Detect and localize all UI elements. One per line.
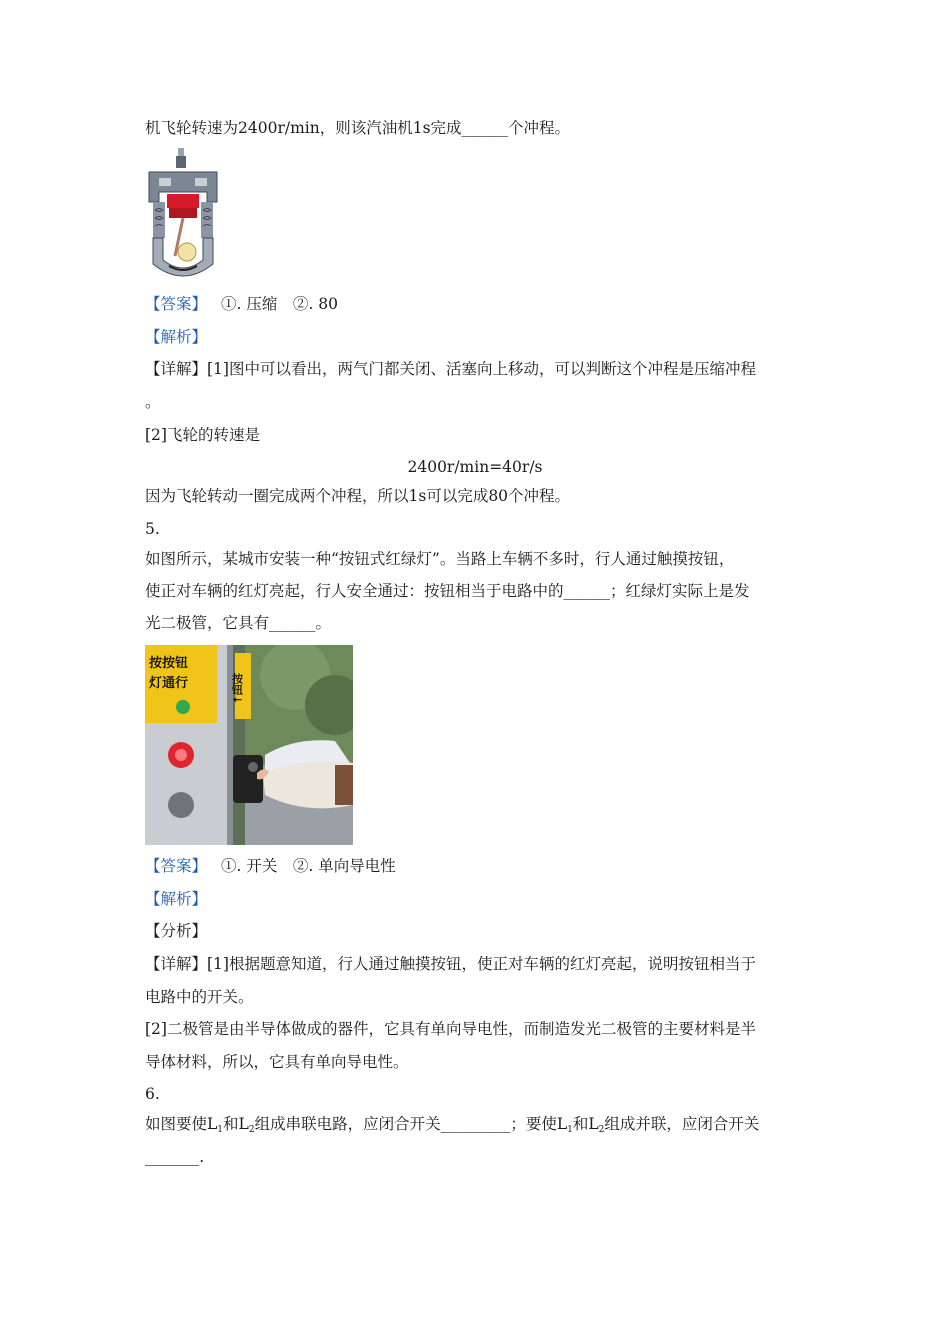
q5-stem-2: 使正对车辆的红灯亮起，行人安全通过：按钮相当于电路中的______；红绿灯实际上是发 xyxy=(145,582,750,600)
q5-detail-2a: [2]二极管是由半导体做成的器件，它具有单向导电性，而制造发光二极管的主要材料是半 xyxy=(145,1020,756,1038)
q6-sub-1: 1 xyxy=(217,1125,224,1135)
q5-stem-1: 如图所示，某城市安装一种“按钮式红绿灯”。当路上车辆不多时，行人通过触摸按钮， xyxy=(145,550,735,568)
answer-tag: 【答案】 xyxy=(145,295,208,313)
answer-tag: 【答案】 xyxy=(145,857,208,875)
q5-detail-1a: 【详解】[1]根据题意知道，行人通过触摸按钮，使正对车辆的红灯亮起，说明按钮相当于 xyxy=(145,955,756,973)
q4-analysis-tag: 【解析】 xyxy=(145,328,208,346)
q6-stem-d: 和L xyxy=(572,1115,599,1133)
photo-sign-text-1: 按按钮 xyxy=(149,656,189,671)
q4-stem-tail: 机飞轮转速为2400r/min，则该汽油机1s完成______个冲程。 xyxy=(145,119,571,137)
q5-answer-text: ①. 开关 ②. 单向导电性 xyxy=(221,857,396,875)
q6-sub-2: 2 xyxy=(248,1125,255,1135)
q6-stem-c: 组成串联电路，应闭合开关_________；要使L xyxy=(254,1115,568,1133)
q6-stem-a: 如图要使L xyxy=(145,1115,218,1133)
engine-compression-stroke-figure xyxy=(145,148,221,282)
q4-detail-1b: 。 xyxy=(145,393,161,411)
q5-answer-line xyxy=(145,856,805,876)
q4-answer-text: ①. 压缩 ②. 80 xyxy=(221,295,338,313)
q6-sub-4: 2 xyxy=(598,1125,605,1135)
q6-sub-3: 1 xyxy=(567,1125,573,1135)
q6-stem-e: 组成并联，应闭合开关 xyxy=(604,1115,760,1133)
q5-detail-2b: 导体材料，所以，它具有单向导电性。 xyxy=(145,1053,409,1071)
q5-number: 5. xyxy=(145,520,160,538)
q6-stem-2: _______. xyxy=(145,1148,205,1166)
q6-number: 6. xyxy=(145,1085,160,1103)
q6-stem-1 xyxy=(145,1114,805,1140)
photo-sign-text-2: 灯通行 xyxy=(149,676,189,691)
photo-side-text: 按钮↓ xyxy=(230,673,244,705)
q6-stem-b: 和L xyxy=(223,1115,249,1133)
q5-analysis-tag: 【解析】 xyxy=(145,890,208,908)
q5-stem-3: 光二极管，它具有______。 xyxy=(145,614,332,632)
q4-detail-1a: 【详解】[1]图中可以看出，两气门都关闭、活塞向上移动，可以判断这个冲程是压缩冲程 xyxy=(145,360,756,378)
q4-formula: 2400r/min=40r/s xyxy=(407,458,543,476)
q5-analysis-label: 【分析】 xyxy=(145,922,208,940)
q4-detail-2: [2]飞轮的转速是 xyxy=(145,426,260,444)
q4-detail-3: 因为飞轮转动一圈完成两个冲程，所以1s可以完成80个冲程。 xyxy=(145,487,571,505)
q5-detail-1b: 电路中的开关。 xyxy=(145,988,254,1006)
push-button-traffic-light-photo xyxy=(145,645,353,845)
q4-answer-line xyxy=(145,294,805,314)
